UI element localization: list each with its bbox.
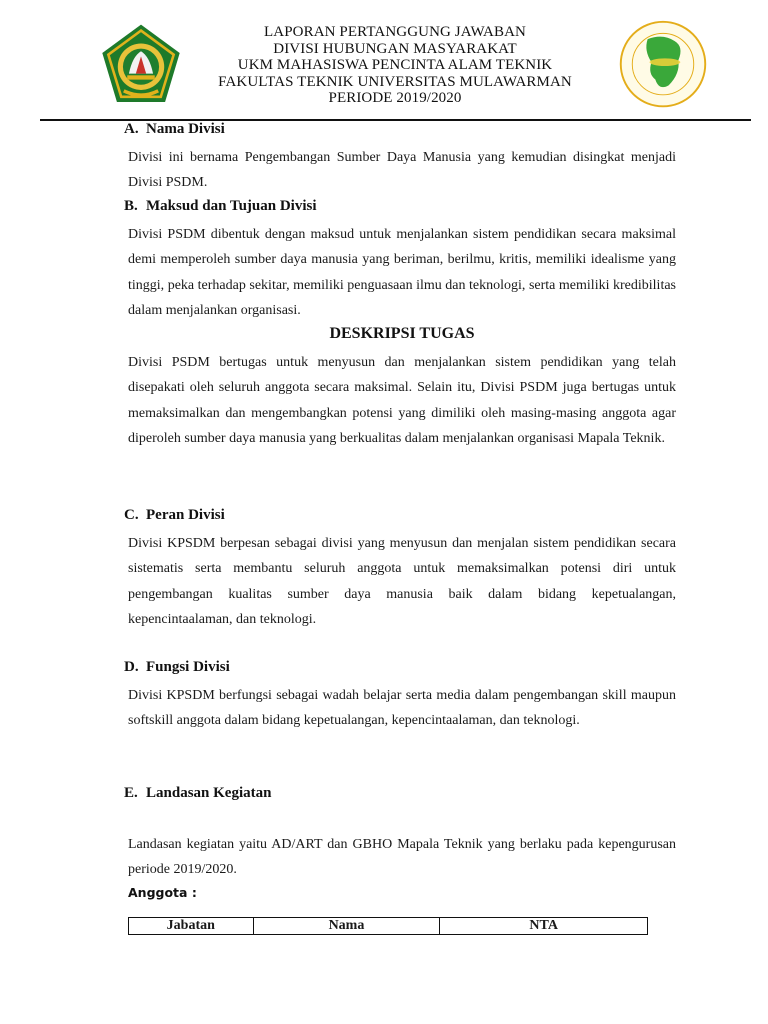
deskripsi-tugas-text: Divisi PSDM bertugas untuk menyusun dan menjalankan sistem pendidikan yang telah disepakati oleh seluruh anggota secara maksimal. Selain itu, Divisi PSDM juga bertugas untuk memaksimalkan dan mengembangkan potensi yang dimiliki oleh masing-masing anggota agar diperoleh sumber daya manusia yang berkualitas dalam menjalankan organisasi Mapala Teknik.	[128, 355, 676, 446]
column-header-jabatan: Jabatan	[129, 918, 254, 935]
section-a-text: Divisi ini bernama Pengembangan Sumber Daya Manusia yang kemudian disingkat menjadi Divisi PSDM.	[128, 150, 676, 191]
header-title-line: PERIODE 2019/2020	[328, 90, 462, 106]
section-c-text: Divisi KPSDM berpesan sebagai divisi yang menyusun dan menjalan sistem pendidikan secara sistematis serta membantu seluruh anggota untuk memaksimalkan potensi diri untuk pengembangan kualitas sumber daya manusia baik dalam bidang kepetualangan, kepencintaalaman, dan teknologi.	[128, 536, 676, 627]
section-a-heading: A. Nama Divisi	[124, 121, 225, 137]
section-c-heading: C. Peran Divisi	[124, 507, 225, 523]
deskripsi-tugas-heading: DESKRIPSI TUGAS	[329, 325, 475, 342]
header-title-line: UKM MAHASISWA PENCINTA ALAM TEKNIK	[237, 57, 553, 73]
university-emblem-icon	[98, 22, 184, 108]
section-d-text: Divisi KPSDM berfungsi sebagai wadah belajar serta media dalam pengembangan skill maupun softskill anggota dalam bidang kepetualangan, kepencintaalaman, dan teknologi.	[128, 688, 676, 729]
section-e-heading: E. Landasan Kegiatan	[124, 785, 272, 801]
section-e-text: Landasan kegiatan yaitu AD/ART dan GBHO Mapala Teknik yang berlaku pada kepengurusan periode 2019/2020.	[128, 837, 676, 878]
column-header-nta: NTA	[440, 918, 648, 935]
header-title-line: FAKULTAS TEKNIK UNIVERSITAS MULAWARMAN	[218, 73, 572, 90]
document-header	[0, 0, 768, 124]
members-table	[128, 917, 648, 935]
mapala-teknik-emblem-icon	[614, 18, 712, 114]
section-b-text: Divisi PSDM dibentuk dengan maksud untuk menjalankan sistem pendidikan secara maksimal demi memperoleh sumber daya manusia yang beriman, berilmu, kritis, memiliki idealisme yang tinggi, peka terhadap sekitar, memiliki penguasaan ilmu dan teknologi, serta memiliki kredibilitas dalam menjalankan organisasi.	[128, 227, 676, 318]
anggota-label: Anggota :	[128, 885, 197, 900]
header-title-line: DIVISI HUBUNGAN MASYARAKAT	[273, 40, 517, 57]
section-b-heading: B. Maksud dan Tujuan Divisi	[124, 198, 317, 214]
section-d-heading: D. Fungsi Divisi	[124, 659, 230, 675]
table-header-row	[129, 918, 648, 935]
header-title-line: LAPORAN PERTANGGUNG JAWABAN	[264, 24, 526, 40]
column-header-nama: Nama	[253, 918, 440, 935]
header-title-block	[190, 24, 600, 107]
